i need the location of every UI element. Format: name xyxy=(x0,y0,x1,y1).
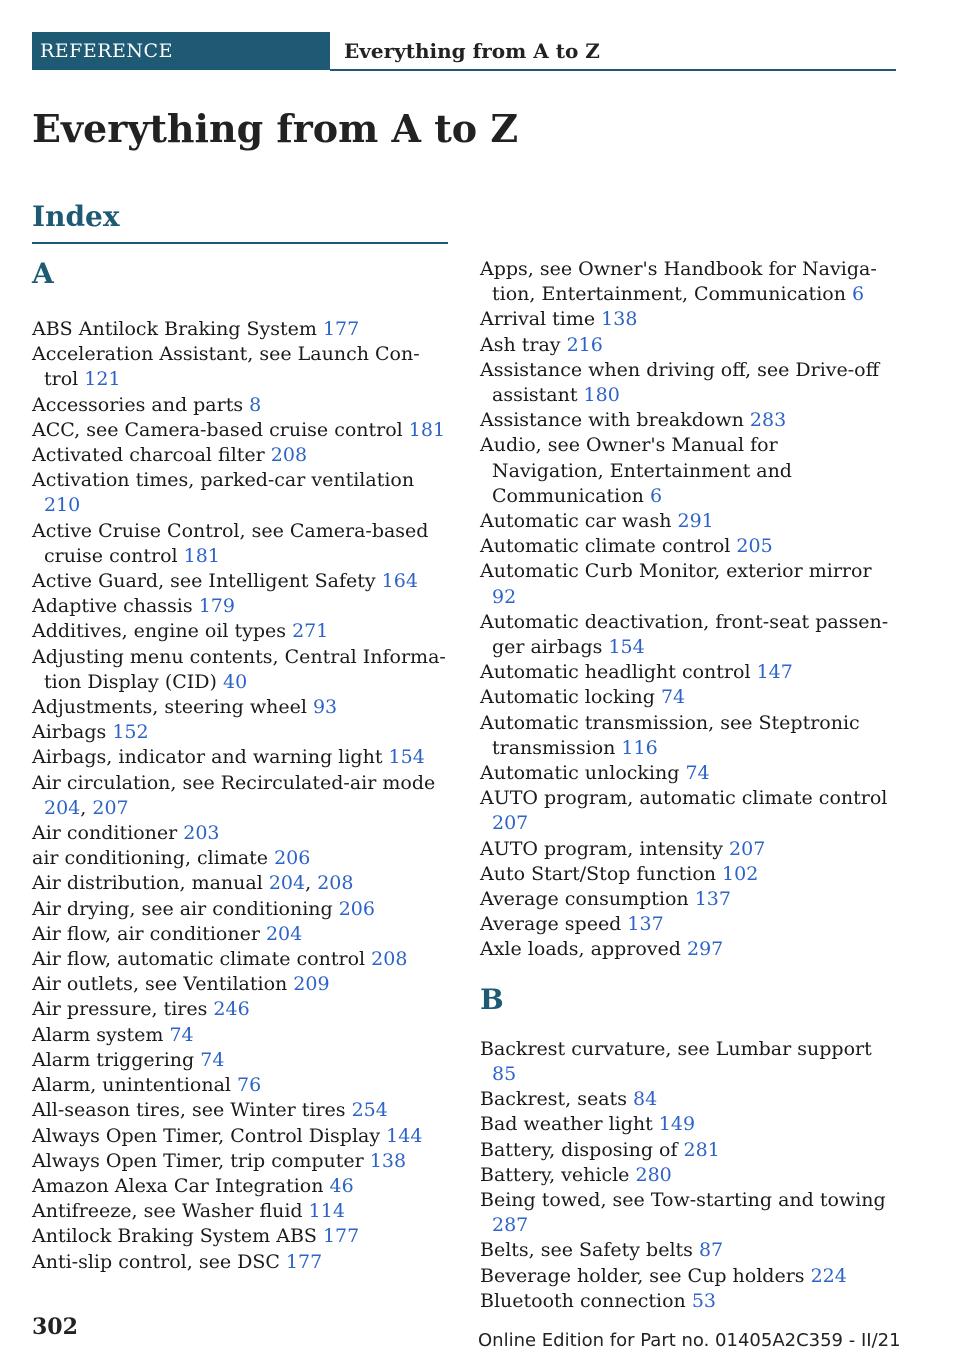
index-term: Airbags xyxy=(32,721,113,744)
index-term: Backrest, seats xyxy=(480,1088,633,1111)
page-reference-link[interactable]: 204 xyxy=(265,922,303,945)
index-entry xyxy=(480,534,895,559)
index-term: Assistance with breakdown xyxy=(480,409,750,432)
page-reference-link[interactable]: 53 xyxy=(691,1289,716,1312)
page-reference-link[interactable]: 216 xyxy=(566,333,603,356)
index-entry xyxy=(32,695,446,720)
index-term: Belts, see Safety belts xyxy=(480,1239,699,1262)
page-reference-link[interactable]: 74 xyxy=(660,686,686,709)
page-reference-link[interactable]: 180 xyxy=(583,384,620,407)
index-entry xyxy=(480,1163,895,1188)
index-entry xyxy=(480,1112,895,1137)
index-term: Accessories and parts xyxy=(32,393,250,416)
index-entry xyxy=(480,761,895,786)
index-term: Axle loads, approved xyxy=(480,938,687,961)
index-term: Air flow, air conditioner xyxy=(32,922,266,945)
index-entry xyxy=(32,997,446,1022)
page-reference-link[interactable]: 297 xyxy=(687,938,724,961)
page-reference-link[interactable]: 209 xyxy=(293,973,330,996)
page-reference-link[interactable]: 87 xyxy=(698,1239,724,1262)
page-number: 302 xyxy=(32,1314,78,1340)
index-entry xyxy=(480,937,895,962)
index-entry xyxy=(32,1199,446,1224)
index-term: Air outlets, see Ventilation xyxy=(32,973,294,996)
index-term: Antifreeze, see Washer fluid xyxy=(32,1200,309,1223)
section-tab: REFERENCE xyxy=(32,32,330,70)
index-entry xyxy=(480,1289,895,1314)
page-reference-link[interactable]: 46 xyxy=(329,1174,354,1197)
index-entry xyxy=(480,786,895,836)
index-entry xyxy=(480,433,895,509)
index-term: Average speed xyxy=(480,913,628,936)
index-entry xyxy=(32,594,446,619)
index-entry xyxy=(32,1048,446,1073)
index-term: Auto Start/Stop function xyxy=(480,862,723,885)
page-separator: , xyxy=(305,872,318,895)
page-reference-link[interactable]: 206 xyxy=(338,897,375,920)
index-term: Bad weather light xyxy=(480,1113,659,1136)
index-term: Adjusting menu contents, Central Information Display (CID) xyxy=(32,645,446,693)
index-term: All-season tires, see Winter tires xyxy=(32,1099,352,1122)
page-reference-link[interactable]: 291 xyxy=(677,510,714,533)
index-term: Automatic headlight control xyxy=(480,661,757,684)
index-term: Air pressure, tires xyxy=(32,998,214,1021)
index-term: Airbags, indicator and warning light xyxy=(32,746,389,769)
page-reference-link[interactable]: 208 xyxy=(270,444,308,467)
page-reference-link[interactable]: 204 xyxy=(268,872,306,895)
index-entry xyxy=(480,862,895,887)
index-term: AUTO program, automatic climate control xyxy=(480,787,888,810)
index-term: Automatic Curb Monitor, exterior mirror xyxy=(480,560,872,583)
index-entry xyxy=(480,887,895,912)
index-entry xyxy=(32,342,446,392)
index-term: Antilock Braking System ABS xyxy=(32,1225,323,1248)
page-reference-link[interactable]: 74 xyxy=(200,1048,225,1071)
index-term: Bluetooth connection xyxy=(480,1289,692,1312)
index-entry xyxy=(480,837,895,862)
page-reference-link[interactable]: 76 xyxy=(237,1074,262,1097)
index-entry xyxy=(32,519,446,569)
index-term: Air drying, see air conditioning xyxy=(32,897,339,920)
page-reference-link[interactable]: 137 xyxy=(694,888,731,911)
index-term: Backrest curvature, see Lumbar support xyxy=(480,1037,872,1060)
index-term: Active Guard, see Intelligent Safety xyxy=(32,570,382,593)
page-reference-link[interactable]: 271 xyxy=(292,620,329,643)
index-entry xyxy=(32,897,446,922)
index-term: Air circulation, see Recirculated-air mode xyxy=(32,771,436,794)
index-term: Arrival time xyxy=(480,308,602,331)
index-term: Battery, disposing of xyxy=(480,1138,684,1161)
index-term: air conditioning, climate xyxy=(32,847,275,870)
page-reference-link[interactable]: 74 xyxy=(685,762,710,785)
page-reference-link[interactable]: 149 xyxy=(658,1113,696,1136)
index-column-right xyxy=(480,257,895,1314)
page-reference-link[interactable]: 181 xyxy=(408,418,446,441)
index-term: Automatic locking xyxy=(480,686,661,709)
index-term: Assistance when driving off, see Drive-off assistant xyxy=(480,358,880,407)
index-entry xyxy=(32,745,446,770)
index-term: Alarm system xyxy=(32,1023,170,1046)
page-reference-link[interactable]: 6 xyxy=(851,283,865,306)
page-reference-link[interactable]: 102 xyxy=(722,862,759,885)
index-term: ACC, see Camera-based cruise control xyxy=(32,418,409,441)
index-entry xyxy=(32,468,446,518)
index-entry xyxy=(480,358,895,408)
index-term: Ash tray xyxy=(480,333,567,356)
page-reference-link[interactable]: 116 xyxy=(621,736,658,759)
page-reference-link[interactable]: 206 xyxy=(274,847,311,870)
page-reference-link[interactable]: 138 xyxy=(601,308,638,331)
index-term: ABS Antilock Braking System xyxy=(32,318,323,340)
index-entry xyxy=(32,821,446,846)
page-reference-link[interactable]: 208 xyxy=(371,948,408,971)
index-entry xyxy=(32,871,446,896)
page-reference-link[interactable]: 137 xyxy=(627,913,664,936)
index-entry xyxy=(32,1098,446,1123)
page-reference-link[interactable]: 114 xyxy=(308,1200,345,1223)
page-reference-link[interactable]: 92 xyxy=(492,585,517,608)
index-term: Automatic transmission, see Steptronic transmission xyxy=(480,711,860,759)
index-entry xyxy=(32,619,446,644)
index-letter-a: A xyxy=(32,257,54,290)
page-reference-link[interactable]: 181 xyxy=(183,544,220,567)
index-term: Beverage holder, see Cup holders xyxy=(480,1264,811,1287)
page-reference-link[interactable]: 210 xyxy=(44,494,81,517)
index-term: Audio, see Owner's Manual for Navigation, Entertainment and Communication xyxy=(480,434,792,507)
index-term: Alarm, unintentional xyxy=(32,1074,238,1097)
index-term: Automatic climate control xyxy=(480,535,737,558)
page-reference-link[interactable]: 287 xyxy=(492,1214,529,1237)
index-entry xyxy=(480,1138,895,1163)
page-reference-link[interactable]: 138 xyxy=(369,1149,407,1172)
index-term: Air flow, automatic climate control xyxy=(32,948,372,971)
index-letter-b: B xyxy=(480,982,504,1016)
page-reference-link[interactable]: 40 xyxy=(222,670,248,693)
index-term: Air distribution, manual xyxy=(32,872,269,895)
index-entry xyxy=(480,1188,895,1238)
index-entry xyxy=(32,1250,446,1275)
index-entry xyxy=(32,720,446,745)
page-reference-link[interactable]: 93 xyxy=(312,696,338,719)
index-entry xyxy=(32,443,446,468)
index-term: Air conditioner xyxy=(32,822,184,845)
index-entry xyxy=(480,1264,895,1289)
page-reference-link[interactable]: 177 xyxy=(285,1250,323,1273)
page-reference-link[interactable]: 283 xyxy=(749,409,787,432)
index-entry xyxy=(32,1124,446,1149)
index-entry xyxy=(480,408,895,433)
index-entry xyxy=(32,393,446,418)
index-entry xyxy=(480,685,895,710)
page-reference-link[interactable]: 207 xyxy=(729,837,766,860)
footer-edition: Online Edition for Part no. 01405A2C359 - II/21 xyxy=(478,1330,901,1351)
index-entry xyxy=(32,947,446,972)
index-entry xyxy=(32,645,446,695)
page-separator: , xyxy=(80,796,93,819)
index-entry xyxy=(480,660,895,685)
index-entry xyxy=(480,1037,895,1087)
index-rule xyxy=(32,242,448,244)
index-entry xyxy=(32,317,446,342)
page-reference-link[interactable]: 246 xyxy=(213,998,250,1021)
index-entry xyxy=(32,771,446,821)
page-reference-link[interactable]: 207 xyxy=(492,812,529,835)
index-term: Being towed, see Tow-starting and towing xyxy=(480,1188,886,1211)
index-term: Apps, see Owner's Handbook for Navigation, Entertainment, Communication xyxy=(480,258,877,306)
index-term: Automatic car wash xyxy=(480,510,678,533)
index-entry xyxy=(480,912,895,937)
index-column-left xyxy=(32,257,446,1275)
page-reference-link[interactable]: 177 xyxy=(322,318,360,340)
page-reference-link[interactable]: 144 xyxy=(386,1124,423,1147)
page-reference-link[interactable]: 8 xyxy=(249,393,262,416)
page-reference-link[interactable]: 177 xyxy=(322,1225,360,1248)
index-term: Activation times, parked-car ventilation xyxy=(32,469,415,492)
chapter-title: Everything from A to Z xyxy=(344,39,600,63)
page-reference-link[interactable]: 281 xyxy=(683,1138,720,1161)
index-entry xyxy=(480,1087,895,1112)
page-reference-link[interactable]: 74 xyxy=(169,1023,194,1046)
index-entry xyxy=(480,610,895,660)
page-reference-link[interactable]: 205 xyxy=(736,535,773,558)
index-entry xyxy=(32,1174,446,1199)
index-term: Activated charcoal filter xyxy=(32,444,271,467)
index-term: Active Cruise Control, see Camera-based cruise control xyxy=(32,519,429,567)
index-term: Adaptive chassis xyxy=(32,595,199,618)
index-entry xyxy=(480,333,895,358)
page-reference-link[interactable]: 204 xyxy=(44,796,81,819)
index-entry xyxy=(480,1238,895,1263)
page-reference-link[interactable]: 224 xyxy=(810,1264,847,1287)
page-reference-link[interactable]: 84 xyxy=(632,1088,658,1111)
index-entry xyxy=(480,307,895,332)
page-reference-link[interactable]: 179 xyxy=(198,595,235,618)
page-reference-link[interactable]: 154 xyxy=(608,636,645,659)
index-term: AUTO program, intensity xyxy=(480,837,730,860)
index-term: Always Open Timer, Control Display xyxy=(32,1124,387,1147)
page-reference-link[interactable]: 207 xyxy=(92,796,129,819)
page-reference-link[interactable]: 121 xyxy=(84,368,121,391)
index-term: Anti-slip control, see DSC xyxy=(32,1250,286,1273)
index-term: Adjustments, steering wheel xyxy=(32,696,313,719)
index-term: Automatic unlocking xyxy=(480,762,686,785)
page-reference-link[interactable]: 208 xyxy=(317,872,354,895)
page-reference-link[interactable]: 85 xyxy=(492,1062,517,1085)
page-reference-link[interactable]: 254 xyxy=(351,1099,388,1122)
page-reference-link[interactable]: 6 xyxy=(649,484,663,507)
index-term: Battery, vehicle xyxy=(480,1163,636,1186)
page-title: Everything from A to Z xyxy=(32,106,519,151)
page-reference-link[interactable]: 147 xyxy=(756,661,793,684)
index-term: Additives, engine oil types xyxy=(32,620,293,643)
index-term: Alarm triggering xyxy=(32,1048,201,1071)
index-term: Average consumption xyxy=(480,888,695,911)
index-term: Automatic deactivation, front-seat passenger airbags xyxy=(480,610,889,659)
index-term: Acceleration Assistant, see Launch Control xyxy=(32,343,420,391)
index-entry xyxy=(480,711,895,761)
index-entry xyxy=(32,922,446,947)
index-entry xyxy=(32,972,446,997)
page-reference-link[interactable]: 203 xyxy=(183,822,220,845)
index-entry xyxy=(32,418,446,443)
page-reference-link[interactable]: 164 xyxy=(381,570,418,593)
index-entry xyxy=(32,846,446,871)
index-entry xyxy=(32,1149,446,1174)
page-reference-link[interactable]: 152 xyxy=(112,721,149,744)
index-heading: Index xyxy=(32,200,120,233)
index-entry xyxy=(480,559,895,609)
index-entry xyxy=(32,1073,446,1098)
index-entry xyxy=(480,257,895,307)
index-entry xyxy=(32,569,446,594)
page-reference-link[interactable]: 280 xyxy=(635,1163,672,1186)
index-entry xyxy=(480,509,895,534)
index-term: Amazon Alexa Car Integration xyxy=(32,1174,330,1197)
index-term: Always Open Timer, trip computer xyxy=(32,1149,370,1172)
running-header xyxy=(32,32,896,72)
page-reference-link[interactable]: 154 xyxy=(388,746,425,769)
index-entry xyxy=(32,1023,446,1048)
index-entry xyxy=(32,1224,446,1249)
